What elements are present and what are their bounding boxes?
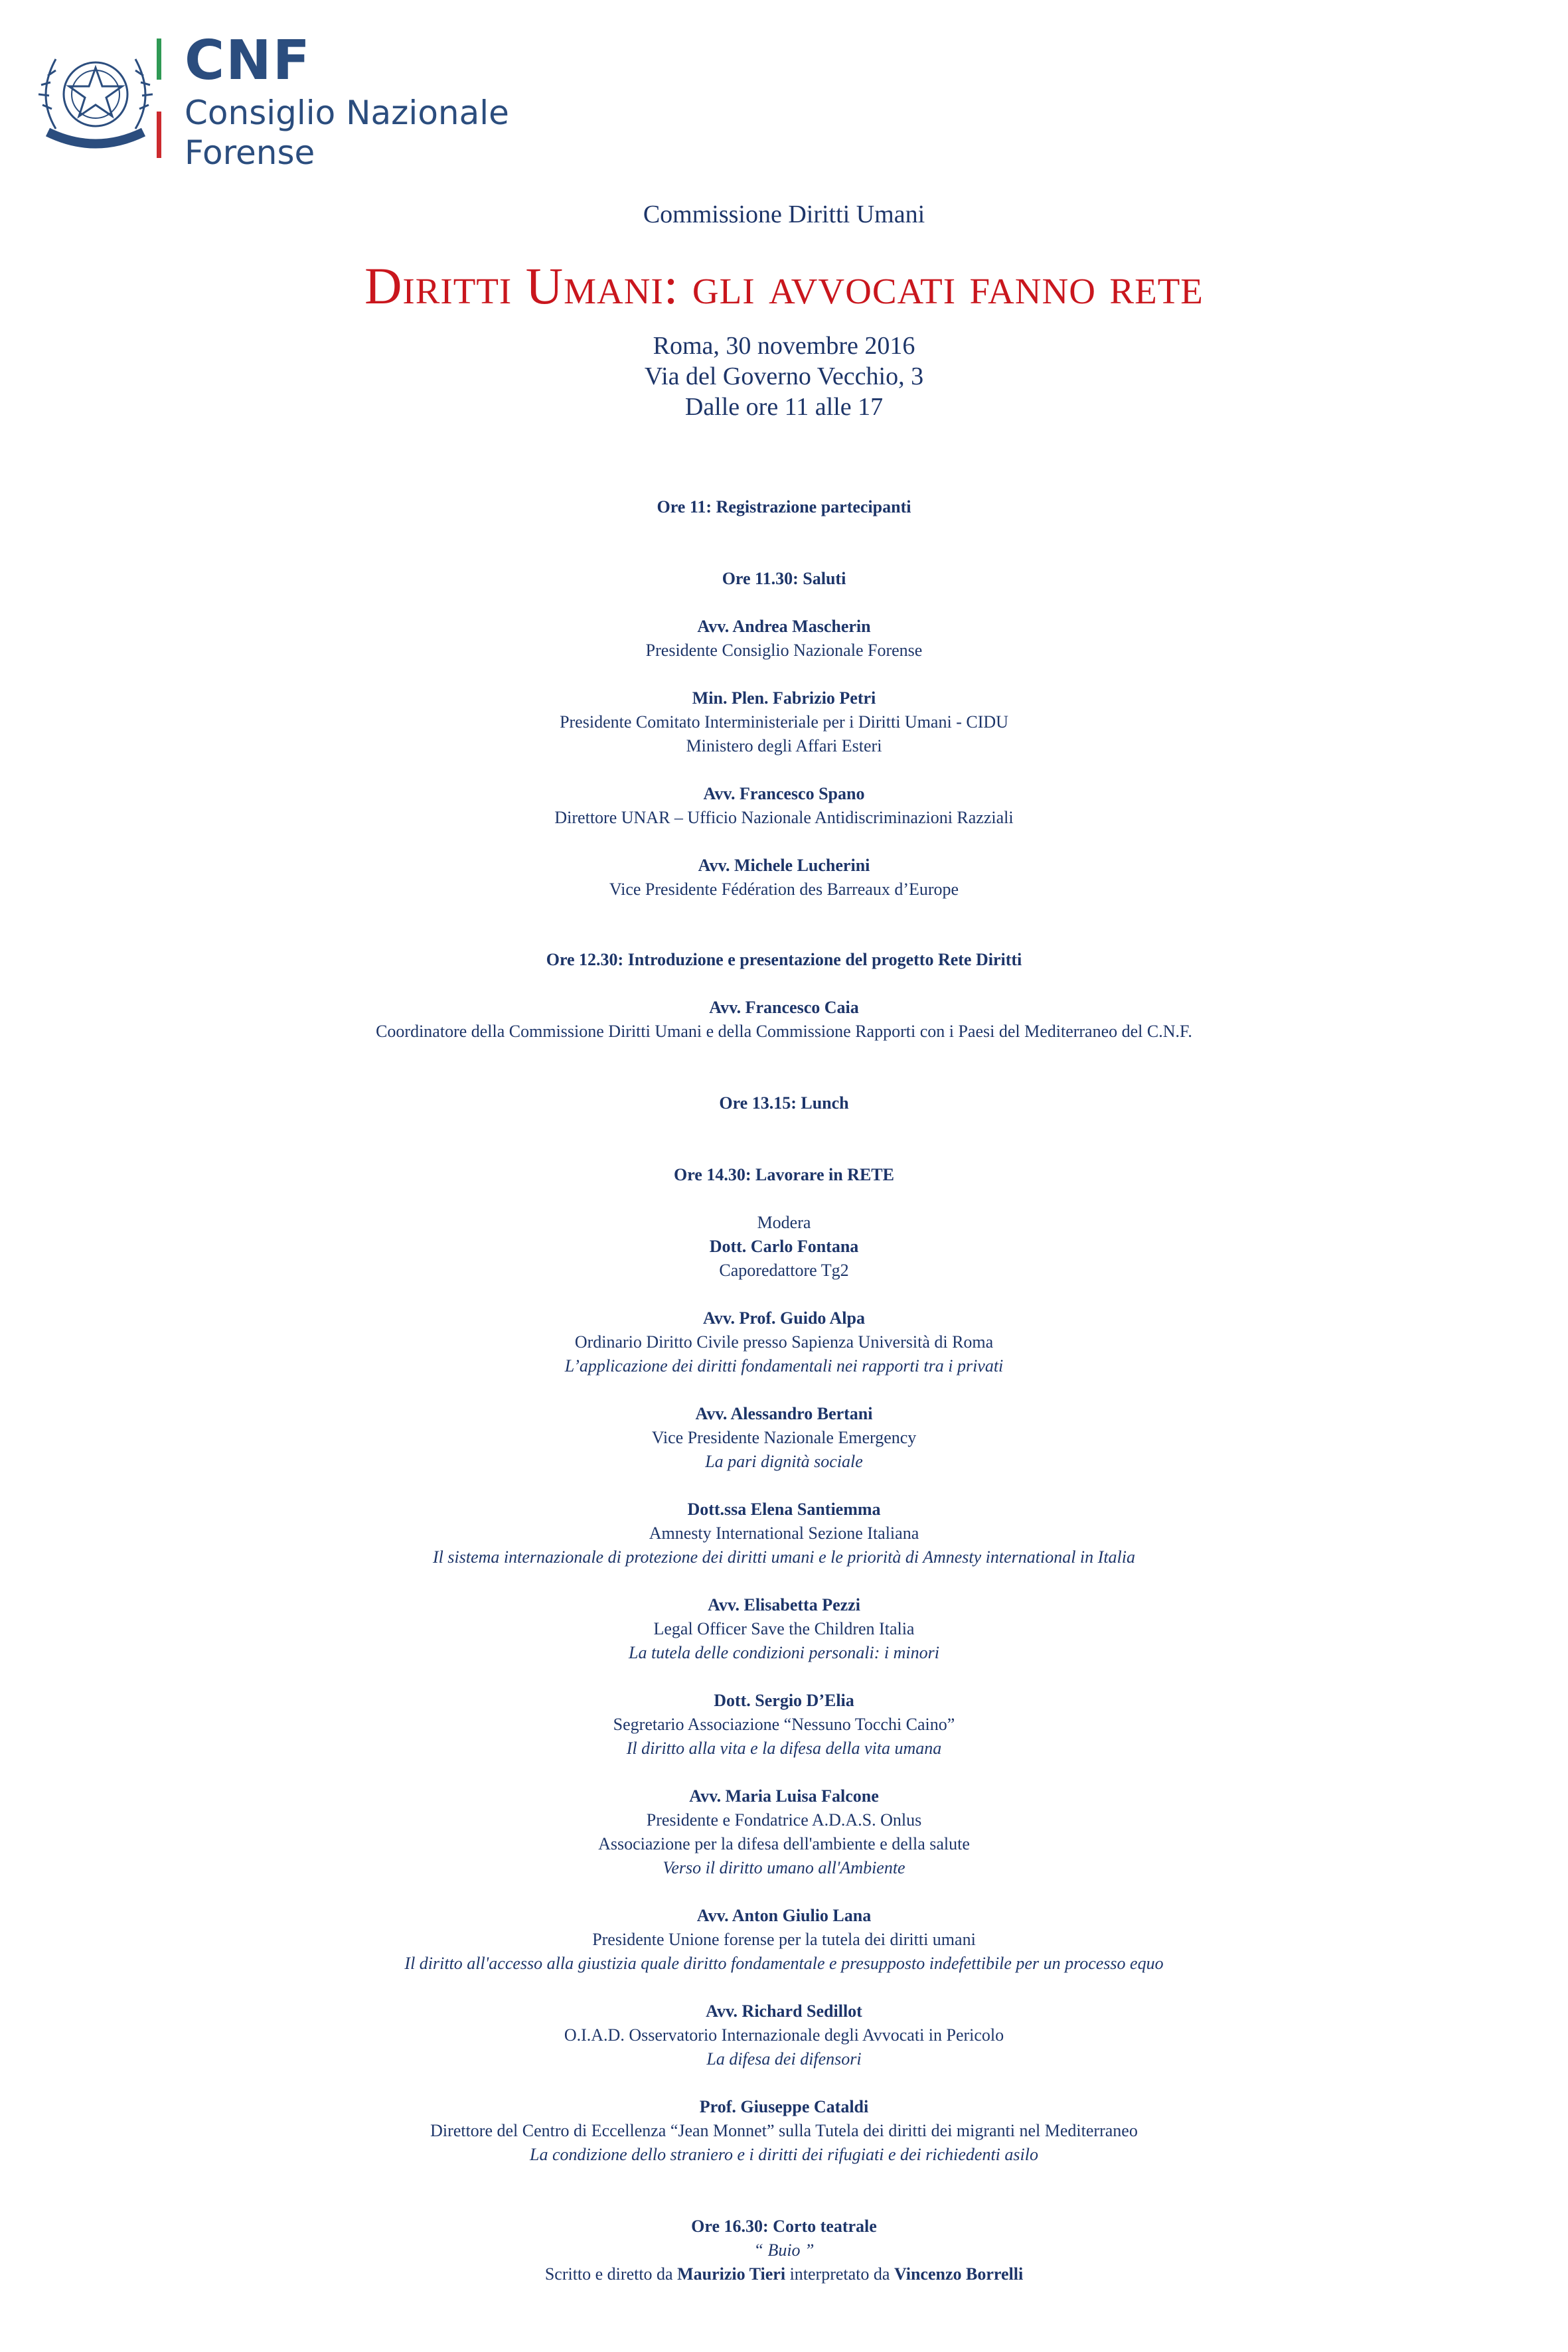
speaker-topic: Verso il diritto umano all'Ambiente bbox=[663, 1858, 905, 1877]
event-date: Roma, 30 novembre 2016 bbox=[653, 332, 915, 360]
speaker-block bbox=[0, 1784, 1568, 1880]
slot-greetings: Ore 11.30: Saluti bbox=[722, 569, 846, 588]
speaker-topic: Il diritto all'accesso alla giustizia quale diritto fondamentale e presupposto indefettibile per un processo equo bbox=[404, 1954, 1164, 1973]
speaker-name: Avv. Michele Lucherini bbox=[698, 856, 870, 875]
speaker-block bbox=[0, 854, 1568, 902]
brand-abbreviation: CNF bbox=[185, 29, 311, 92]
moderator-role: Caporedattore Tg2 bbox=[719, 1261, 849, 1280]
brand-text bbox=[185, 29, 509, 173]
brand-line-2: Forense bbox=[185, 133, 315, 172]
speaker-role: Presidente Consiglio Nazionale Forense bbox=[645, 641, 923, 660]
speaker-name: Dott. Sergio D’Elia bbox=[714, 1691, 854, 1710]
document-body bbox=[0, 199, 1568, 2286]
speaker-block bbox=[0, 1689, 1568, 1761]
speaker-block bbox=[0, 1306, 1568, 1378]
credit-prefix: Scritto e diretto da bbox=[544, 2264, 678, 2284]
speaker-name: Avv. Andrea Mascherin bbox=[697, 617, 871, 636]
credit-middle: interpretato da bbox=[785, 2264, 894, 2284]
speaker-name: Avv. Anton Giulio Lana bbox=[696, 1906, 872, 1925]
speaker-role: Vice Presidente Fédération des Barreaux d’Europe bbox=[609, 880, 959, 899]
speaker-topic: La difesa dei difensori bbox=[706, 2049, 862, 2069]
speaker-role: Ordinario Diritto Civile presso Sapienza Università di Roma bbox=[574, 1332, 994, 1352]
speaker-role: Vice Presidente Nazionale Emergency bbox=[651, 1428, 917, 1447]
author-name: Maurizio Tieri bbox=[677, 2264, 786, 2284]
speaker-name: Avv. Francesco Spano bbox=[703, 784, 865, 803]
italian-republic-emblem-icon bbox=[29, 29, 162, 162]
page-title: Diritti Umani: gli avvocati fanno rete bbox=[364, 257, 1204, 315]
program bbox=[0, 495, 1568, 2286]
speaker-block bbox=[0, 1402, 1568, 1474]
green-bar bbox=[157, 39, 161, 80]
speaker-role: Coordinatore della Commissione Diritti Umani e della Commissione Rapporti con i Paesi del Mediterraneo del C.N.F. bbox=[376, 1022, 1192, 1041]
event-details bbox=[0, 331, 1568, 422]
speaker-role: Presidente Unione forense per la tutela dei diritti umani bbox=[592, 1930, 976, 1949]
commission-name: Commissione Diritti Umani bbox=[643, 200, 925, 228]
speaker-block bbox=[0, 1593, 1568, 1665]
speaker-block bbox=[0, 1999, 1568, 2071]
speaker-role: Legal Officer Save the Children Italia bbox=[653, 1619, 915, 1638]
event-address: Via del Governo Vecchio, 3 bbox=[644, 362, 924, 390]
speaker-name: Avv. Alessandro Bertani bbox=[695, 1404, 873, 1423]
speaker-role: Segretario Associazione “Nessuno Tocchi Caino” bbox=[613, 1715, 955, 1734]
speaker-name: Prof. Giuseppe Cataldi bbox=[699, 2097, 869, 2116]
speaker-block bbox=[0, 1904, 1568, 1976]
moderator-label: Modera bbox=[757, 1213, 811, 1232]
speaker-name: Dott.ssa Elena Santiemma bbox=[687, 1500, 881, 1519]
slot-theatre: Ore 16.30: Corto teatrale bbox=[691, 2217, 877, 2236]
speaker-name: Avv. Maria Luisa Falcone bbox=[689, 1786, 879, 1806]
speaker-block bbox=[0, 686, 1568, 758]
speaker-block bbox=[0, 782, 1568, 830]
speaker-role: Presidente e Fondatrice A.D.A.S. Onlus bbox=[646, 1810, 922, 1830]
slot-introduction: Ore 12.30: Introduzione e presentazione del progetto Rete Diritti bbox=[546, 950, 1022, 969]
speaker-block bbox=[0, 2095, 1568, 2167]
slot-network: Ore 14.30: Lavorare in RETE bbox=[674, 1165, 894, 1184]
speaker-topic: Il sistema internazionale di protezione dei diritti umani e le priorità di Amnesty international in Italia bbox=[433, 1547, 1135, 1567]
cnf-logo bbox=[29, 29, 534, 175]
speaker-role: Associazione per la difesa dell'ambiente e della salute bbox=[598, 1834, 970, 1853]
speaker-block bbox=[0, 1498, 1568, 1569]
actor-name: Vincenzo Borrelli bbox=[894, 2264, 1024, 2284]
speaker-role: Presidente Comitato Interministeriale per i Diritti Umani - CIDU bbox=[560, 712, 1008, 732]
speaker-role: O.I.A.D. Osservatorio Internazionale degli Avvocati in Pericolo bbox=[564, 2025, 1004, 2045]
speaker-topic: La tutela delle condizioni personali: i minori bbox=[629, 1643, 939, 1662]
speaker-role: Amnesty International Sezione Italiana bbox=[649, 1524, 919, 1543]
speaker-name: Avv. Prof. Guido Alpa bbox=[703, 1308, 865, 1328]
speaker-name: Min. Plen. Fabrizio Petri bbox=[692, 688, 876, 708]
speaker-name: Avv. Richard Sedillot bbox=[706, 2001, 862, 2021]
event-hours: Dalle ore 11 alle 17 bbox=[684, 393, 884, 421]
speaker-topic: La condizione dello straniero e i diritti dei rifugiati e dei richiedenti asilo bbox=[530, 2145, 1038, 2164]
moderator-name: Dott. Carlo Fontana bbox=[709, 1237, 859, 1256]
brand-line-1: Consiglio Nazionale bbox=[185, 94, 509, 132]
red-bar bbox=[157, 112, 161, 158]
speaker-role: Direttore UNAR – Ufficio Nazionale Antidiscriminazioni Razziali bbox=[554, 808, 1014, 827]
speaker-role: Direttore del Centro di Eccellenza “Jean Monnet” sulla Tutela dei diritti dei migranti nel Mediterraneo bbox=[430, 2121, 1138, 2140]
theatre-work-title: “ Buio ” bbox=[753, 2240, 815, 2260]
speaker-topic: La pari dignità sociale bbox=[705, 1452, 863, 1471]
theatre-credits bbox=[0, 2262, 1568, 2286]
speaker-role: Ministero degli Affari Esteri bbox=[686, 736, 882, 755]
speaker-block bbox=[0, 615, 1568, 663]
speaker-topic: Il diritto alla vita e la difesa della vita umana bbox=[626, 1739, 942, 1758]
speaker-block bbox=[0, 996, 1568, 1044]
speaker-topic: L’applicazione dei diritti fondamentali nei rapporti tra i privati bbox=[564, 1356, 1004, 1375]
slot-lunch: Ore 13.15: Lunch bbox=[719, 1093, 849, 1113]
slot-registration: Ore 11: Registrazione partecipanti bbox=[657, 497, 911, 516]
moderator-block bbox=[0, 1211, 1568, 1283]
tricolore-bars bbox=[157, 39, 162, 165]
speaker-name: Avv. Francesco Caia bbox=[709, 998, 859, 1017]
speaker-name: Avv. Elisabetta Pezzi bbox=[708, 1595, 860, 1614]
